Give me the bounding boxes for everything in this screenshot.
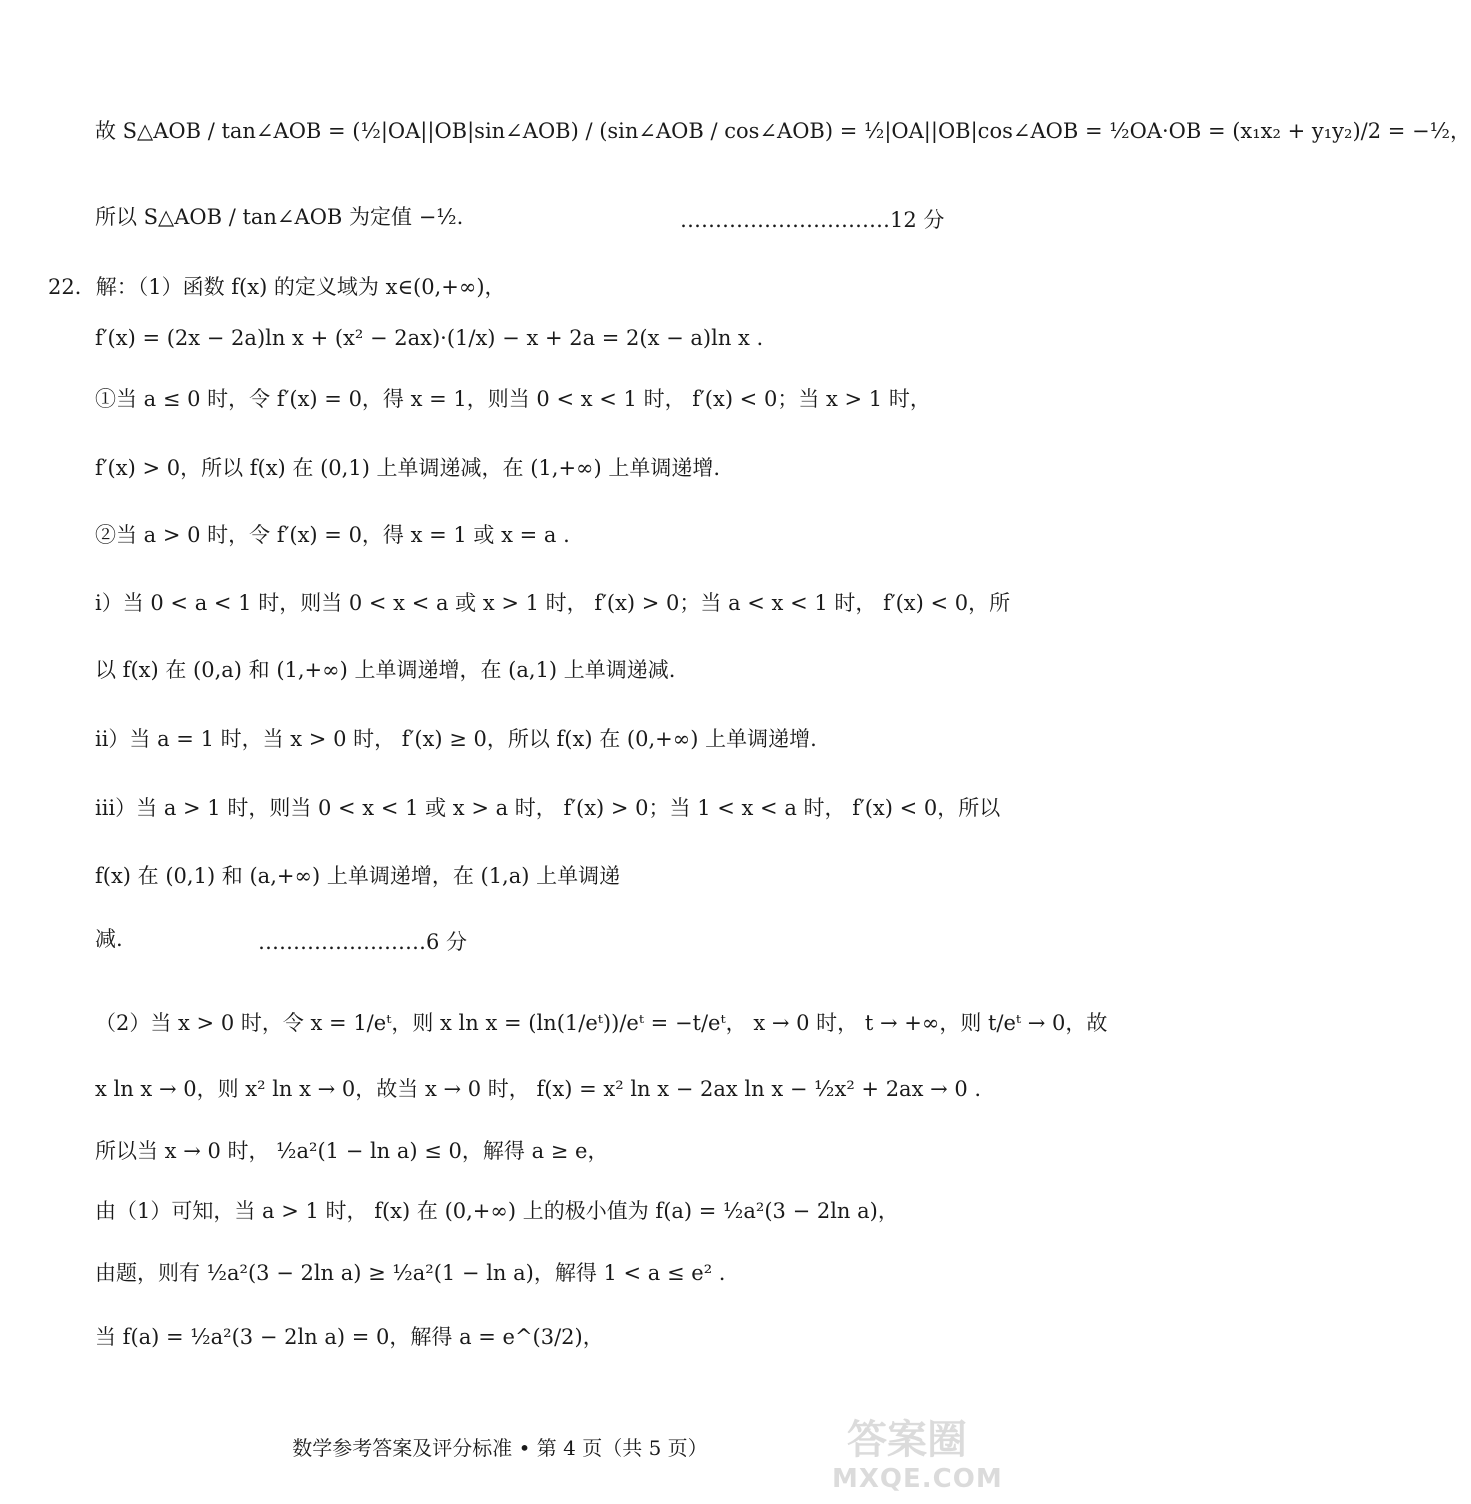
subcase-iii-line-a: ⅲ）当 a > 1 时，则当 0 < x < 1 或 x > a 时， f′(x) > 0；当 1 < x < a 时， f′(x) < 0，所以 <box>95 796 1001 820</box>
case-2-line: ②当 a > 0 时，令 f′(x) = 0，得 x = 1 或 x = a . <box>95 523 570 547</box>
part-2-line-a: （2）当 x > 0 时，令 x = 1/eᵗ，则 x ln x = (ln(1/eᵗ))/eᵗ = −t/eᵗ， x → 0 时， t → +∞，则 t/eᵗ → 0，故 <box>95 1011 1108 1035</box>
subcase-i-line-a: ⅰ）当 0 < a < 1 时，则当 0 < x < a 或 x > 1 时， f′(x) > 0；当 a < x < 1 时， f′(x) < 0，所 <box>95 591 1011 615</box>
subcase-ii-line: ⅱ）当 a = 1 时，当 x > 0 时， f′(x) ≥ 0，所以 f(x) 在 (0,+∞) 上单调递增. <box>95 727 817 751</box>
subcase-iii-line-b: f(x) 在 (0,1) 和 (a,+∞) 上单调递增，在 (1,a) 上单调递 <box>95 864 621 888</box>
conclusion-line-constant: 所以 S△AOB / tan∠AOB 为定值 −½. <box>95 205 464 229</box>
case-1-line-b: f′(x) > 0，所以 f(x) 在 (0,1) 上单调递减，在 (1,+∞) 上单调递增. <box>95 456 721 480</box>
derivative-formula: f′(x) = (2x − 2a)ln x + (x² − 2ax)·(1/x) − x + 2a = 2(x − a)ln x . <box>95 326 764 350</box>
page-footer: 数学参考答案及评分标准 • 第 4 页（共 5 页） <box>292 1436 708 1460</box>
score-marker-12: …………………………12 分 <box>680 208 945 232</box>
part-2-line-c: 所以当 x → 0 时， ½a²(1 − ln a) ≤ 0，解得 a ≥ e， <box>95 1139 609 1163</box>
part-2-line-f: 当 f(a) = ½a²(3 − 2ln a) = 0，解得 a = e^(3/2)， <box>95 1325 604 1349</box>
watermark-title: 答案圈 <box>847 1417 967 1463</box>
formula-line-ratio: 故 S△AOB / tan∠AOB = (½|OA||OB|sin∠AOB) / (sin∠AOB / cos∠AOB) = ½|OA||OB|cos∠AOB = ½OA·OB = (x₁x₂ + y₁y₂)/2 = −½， <box>95 119 1471 143</box>
subcase-iii-line-c: 减. <box>95 927 123 951</box>
score-marker-6: ……………………6 分 <box>258 930 468 954</box>
case-1-line-a: ①当 a ≤ 0 时，令 f′(x) = 0，得 x = 1，则当 0 < x < 1 时， f′(x) < 0；当 x > 1 时， <box>95 387 931 411</box>
part-2-line-e: 由题，则有 ½a²(3 − 2ln a) ≥ ½a²(1 − ln a)，解得 1 < a ≤ e² . <box>95 1261 726 1285</box>
part-2-line-b: x ln x → 0，则 x² ln x → 0，故当 x → 0 时， f(x) = x² ln x − 2ax ln x − ½x² + 2ax → 0 . <box>95 1077 982 1101</box>
watermark-url: MXQE.COM <box>832 1464 1003 1494</box>
subcase-i-line-b: 以 f(x) 在 (0,a) 和 (1,+∞) 上单调递增，在 (a,1) 上单调递减. <box>95 658 676 682</box>
problem-22-heading: 22．解：（1）函数 f(x) 的定义域为 x∈(0,+∞)， <box>48 275 506 299</box>
part-2-line-d: 由（1）可知，当 a > 1 时， f(x) 在 (0,+∞) 上的极小值为 f(a) = ½a²(3 − 2ln a)， <box>95 1199 899 1223</box>
watermark-logo <box>832 1408 1003 1496</box>
